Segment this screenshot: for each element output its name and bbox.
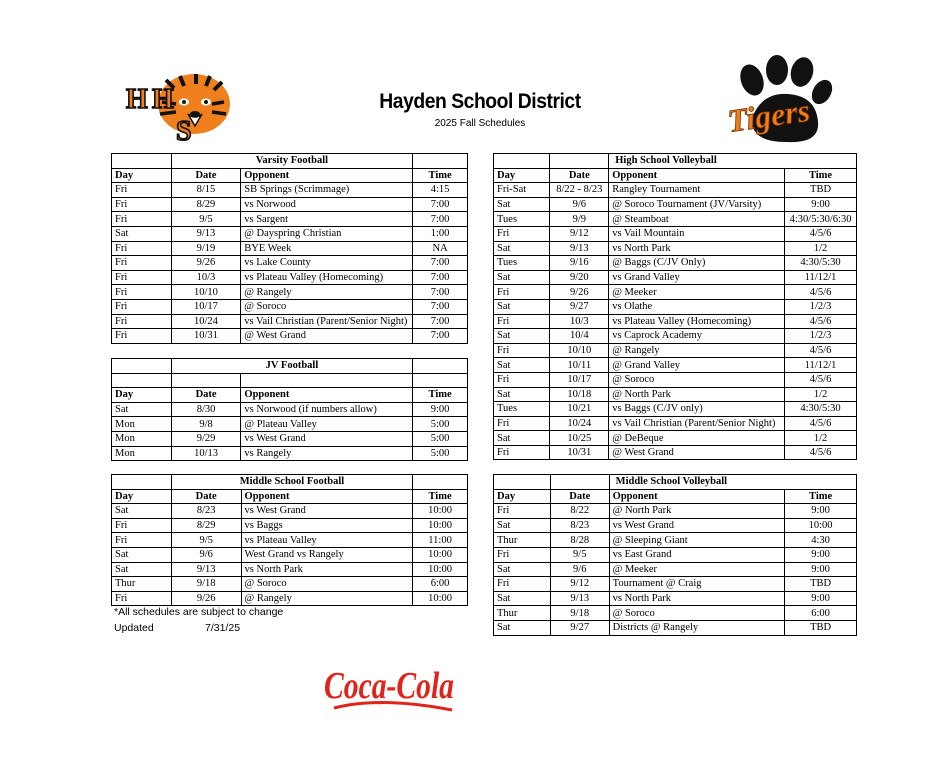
table-row [494, 314, 857, 329]
cell-day: Sat [112, 547, 172, 562]
disclaimer-note: *All schedules are subject to change [114, 606, 284, 618]
cell-day: Sat [112, 402, 172, 417]
col-opponent: Opponent [241, 388, 413, 403]
cell-time: 9:00 [785, 504, 857, 519]
cell-opponent: @ Plateau Valley [241, 417, 413, 432]
tigers-wordmark: Tigers [725, 91, 813, 139]
cell-date: 9/27 [550, 620, 609, 635]
cell-time: 9:00 [413, 402, 468, 417]
cell-time: 7:00 [413, 285, 468, 300]
table-row [494, 562, 857, 577]
table-row [112, 547, 468, 562]
cell-date: 8/30 [171, 402, 241, 417]
table-row [494, 504, 857, 519]
cell-opponent: vs Olathe [609, 299, 785, 314]
col-opponent: Opponent [609, 168, 785, 183]
cell-day: Sat [494, 299, 550, 314]
cell-day: Fri [494, 343, 550, 358]
cell-time: 4/5/6 [785, 226, 857, 241]
cell-day: Sat [494, 562, 551, 577]
table-row [494, 329, 857, 344]
table-row [494, 343, 857, 358]
cell-date: 9/12 [550, 577, 609, 592]
cell-day: Thur [494, 606, 551, 621]
cell-day: Mon [112, 446, 172, 461]
table-row [112, 241, 468, 256]
hhs-letter-s: S [176, 116, 192, 147]
cell-time: NA [413, 241, 468, 256]
cell-day: Sat [112, 562, 172, 577]
col-day: Day [112, 168, 172, 183]
cell-day: Fri [494, 416, 550, 431]
col-opponent: Opponent [241, 168, 413, 183]
cell-opponent: @ Meeker [609, 562, 785, 577]
cell-date: 10/31 [550, 445, 609, 460]
cell-day: Fri [112, 299, 172, 314]
cell-day: Fri [494, 577, 551, 592]
cell-opponent: vs Lake County [241, 256, 413, 271]
cell-time: 10:00 [413, 562, 468, 577]
cell-opponent: vs East Grand [609, 547, 785, 562]
cell-date: 9/29 [171, 431, 241, 446]
cell-time: 11/12/1 [785, 358, 857, 373]
cell-date: 9/5 [171, 212, 241, 227]
cell-date: 10/21 [550, 402, 609, 417]
cell-date: 9/5 [171, 533, 241, 548]
cell-date: 10/17 [550, 372, 609, 387]
header-row [494, 489, 857, 504]
cell-day: Tues [494, 256, 550, 271]
cell-time: 10:00 [413, 504, 468, 519]
cell-opponent: vs Caprock Academy [609, 329, 785, 344]
cell-day: Fri [494, 445, 550, 460]
cell-date: 8/22 [550, 504, 609, 519]
col-time: Time [785, 168, 857, 183]
cell-time: TBD [785, 577, 857, 592]
cell-day: Sat [494, 387, 550, 402]
cell-opponent: Tournament @ Craig [609, 577, 785, 592]
cell-time: 10:00 [413, 547, 468, 562]
cell-date: 8/28 [550, 533, 609, 548]
section-title: High School Volleyball [609, 154, 857, 169]
cell-date: 9/6 [171, 547, 241, 562]
cell-date: 9/18 [171, 577, 241, 592]
cell-date: 10/4 [550, 329, 609, 344]
cell-time: 4:30/5:30 [785, 256, 857, 271]
cell-date: 9/13 [550, 591, 609, 606]
cell-opponent: vs West Grand [609, 518, 785, 533]
cell-time: 10:00 [413, 518, 468, 533]
cell-date: 9/8 [171, 417, 241, 432]
col-date: Date [171, 388, 241, 403]
cell-opponent: @ West Grand [241, 329, 413, 344]
section-title: JV Football [171, 359, 412, 374]
cell-opponent: @ Meeker [609, 285, 785, 300]
ms-football-table [111, 474, 468, 606]
cell-opponent: @ North Park [609, 387, 785, 402]
table-row [112, 270, 468, 285]
cell-day: Fri [112, 314, 172, 329]
cell-time: 7:00 [413, 329, 468, 344]
cell-day: Fri [112, 212, 172, 227]
page-subtitle: 2025 Fall Schedules [434, 118, 526, 129]
section-title: Middle School Volleyball [609, 475, 856, 490]
cell-time: 1/2/3 [785, 329, 857, 344]
cell-time: 4/5/6 [785, 343, 857, 358]
cell-opponent: vs Vail Christian (Parent/Senior Night) [609, 416, 785, 431]
cell-day: Fri [112, 197, 172, 212]
cell-opponent: @ Sleeping Giant [609, 533, 785, 548]
cell-opponent: West Grand vs Rangely [241, 547, 413, 562]
cell-time: 4/5/6 [785, 314, 857, 329]
table-row [494, 226, 857, 241]
cell-opponent: vs Grand Valley [609, 270, 785, 285]
cell-time: 4:30 [785, 533, 857, 548]
col-time: Time [785, 489, 857, 504]
cell-time: 10:00 [413, 591, 468, 606]
col-date: Date [171, 168, 241, 183]
cell-day: Fri [112, 518, 172, 533]
cell-day: Fri-Sat [494, 183, 550, 198]
cell-date: 9/13 [550, 241, 609, 256]
cell-time: 7:00 [413, 299, 468, 314]
cell-day: Sat [494, 241, 550, 256]
cell-day: Fri [494, 285, 550, 300]
cell-opponent: vs Norwood (if numbers allow) [241, 402, 413, 417]
cell-opponent: @ Soroco Tournament (JV/Varsity) [609, 197, 785, 212]
cell-time: 9:00 [785, 591, 857, 606]
table-row [112, 329, 468, 344]
updated-date: 7/31/25 [205, 622, 241, 634]
cell-opponent: vs North Park [241, 562, 413, 577]
cell-time: 1/2/3 [785, 299, 857, 314]
cell-date: 9/26 [171, 591, 241, 606]
cell-date: 10/13 [171, 446, 241, 461]
cell-opponent: Rangley Tournament [609, 183, 785, 198]
cell-opponent: @ Grand Valley [609, 358, 785, 373]
cell-day: Tues [494, 402, 550, 417]
cell-time: 7:00 [413, 314, 468, 329]
cell-date: 10/3 [550, 314, 609, 329]
table-row [112, 212, 468, 227]
cell-time: 10:00 [785, 518, 857, 533]
cell-day: Fri [494, 226, 550, 241]
cell-opponent: @ Soroco [241, 577, 413, 592]
cell-time: 4/5/6 [785, 285, 857, 300]
cell-time: 1/2 [785, 387, 857, 402]
cell-date: 10/10 [550, 343, 609, 358]
cell-date: 10/10 [171, 285, 241, 300]
table-row [112, 591, 468, 606]
cell-opponent: @ Baggs (C/JV Only) [609, 256, 785, 271]
cell-date: 9/26 [550, 285, 609, 300]
cell-date: 9/13 [171, 562, 241, 577]
cell-time: TBD [785, 620, 857, 635]
cell-opponent: vs Baggs [241, 518, 413, 533]
hs-volleyball-table [493, 153, 857, 460]
table-row [494, 533, 857, 548]
cell-time: 5:00 [413, 417, 468, 432]
cell-time: 4:30/5:30/6:30 [785, 212, 857, 227]
coca-cola-logo [320, 654, 460, 720]
cell-day: Sat [494, 431, 550, 446]
table-row [494, 606, 857, 621]
corner-cell [112, 154, 172, 169]
cell-opponent: vs West Grand [241, 431, 413, 446]
table-row [494, 212, 857, 227]
table-row [112, 285, 468, 300]
cell-opponent: @ Rangely [241, 591, 413, 606]
table-row [494, 620, 857, 635]
cell-day: Fri [494, 372, 550, 387]
cell-date: 9/26 [171, 256, 241, 271]
col-date: Date [550, 489, 609, 504]
cell-date: 10/17 [171, 299, 241, 314]
col-day: Day [494, 168, 550, 183]
col-time: Time [413, 489, 468, 504]
col-opponent: Opponent [241, 489, 413, 504]
table-row [494, 299, 857, 314]
header-row [494, 168, 857, 183]
cell-time: 6:00 [785, 606, 857, 621]
cell-day: Fri [494, 504, 551, 519]
cell-date: 8/23 [171, 504, 241, 519]
cell-day: Mon [112, 431, 172, 446]
page-title: Hayden School District [379, 90, 581, 113]
cell-day: Sat [112, 226, 172, 241]
cell-opponent: @ Rangely [609, 343, 785, 358]
cell-time: 9:00 [785, 547, 857, 562]
cell-time: 5:00 [413, 431, 468, 446]
cell-day: Fri [112, 533, 172, 548]
cell-opponent: vs Sargent [241, 212, 413, 227]
cell-opponent: @ North Park [609, 504, 785, 519]
table-row [112, 299, 468, 314]
cell-opponent: vs North Park [609, 591, 785, 606]
col-time: Time [413, 388, 468, 403]
table-row [112, 314, 468, 329]
cell-time: 4:30/5:30 [785, 402, 857, 417]
cell-day: Sat [494, 518, 551, 533]
table-row [494, 402, 857, 417]
table-row [112, 518, 468, 533]
table-row [494, 591, 857, 606]
ms-volleyball-table [493, 474, 857, 636]
table-row [112, 577, 468, 592]
cell-opponent: Districts @ Rangely [609, 620, 785, 635]
hhs-tiger-logo [122, 68, 242, 147]
cell-day: Sat [494, 329, 550, 344]
cell-day: Tues [494, 212, 550, 227]
cell-opponent: @ Rangely [241, 285, 413, 300]
cell-time: 1/2 [785, 241, 857, 256]
table-row [112, 256, 468, 271]
cell-day: Thur [112, 577, 172, 592]
cell-time: 4:15 [413, 183, 468, 198]
hhs-letter-h1: H [126, 84, 148, 115]
table-row [494, 547, 857, 562]
cell-date: 10/25 [550, 431, 609, 446]
table-row [112, 197, 468, 212]
cell-day: Fri [112, 270, 172, 285]
cell-opponent: @ Soroco [241, 299, 413, 314]
col-date: Date [171, 489, 241, 504]
tigers-paw-logo [722, 58, 840, 150]
table-row [494, 285, 857, 300]
cell-day: Sat [494, 270, 550, 285]
cell-date: 8/22 - 8/23 [550, 183, 609, 198]
cell-day: Thur [494, 533, 551, 548]
cell-day: Sat [112, 504, 172, 519]
cell-day: Fri [112, 256, 172, 271]
cell-date: 10/31 [171, 329, 241, 344]
cell-time: 5:00 [413, 446, 468, 461]
cell-time: 9:00 [785, 562, 857, 577]
cell-day: Fri [112, 285, 172, 300]
header-row [112, 489, 468, 504]
cell-time: 9:00 [785, 197, 857, 212]
cell-day: Fri [112, 329, 172, 344]
coca-cola-wordmark: Coca-Cola [324, 665, 454, 707]
cell-day: Fri [494, 547, 551, 562]
cell-date: 10/18 [550, 387, 609, 402]
hhs-letter-h2: H [152, 84, 174, 115]
cell-opponent: vs Plateau Valley [241, 533, 413, 548]
cell-date: 10/24 [550, 416, 609, 431]
cell-time: 7:00 [413, 212, 468, 227]
table-row [494, 372, 857, 387]
cell-date: 9/13 [171, 226, 241, 241]
cell-date: 9/19 [171, 241, 241, 256]
cell-opponent: @ Soroco [609, 372, 785, 387]
header-row [112, 168, 468, 183]
cell-date: 8/23 [550, 518, 609, 533]
jv-football-table [111, 358, 468, 461]
cell-opponent: vs Vail Christian (Parent/Senior Night) [241, 314, 413, 329]
cell-opponent: BYE Week [241, 241, 413, 256]
cell-date: 8/29 [171, 197, 241, 212]
table-row [494, 270, 857, 285]
cell-opponent: vs Plateau Valley (Homecoming) [609, 314, 785, 329]
header-row [112, 388, 468, 403]
cell-date: 9/18 [550, 606, 609, 621]
cell-time: 11:00 [413, 533, 468, 548]
table-row [494, 197, 857, 212]
cell-opponent: vs Plateau Valley (Homecoming) [241, 270, 413, 285]
cell-opponent: vs North Park [609, 241, 785, 256]
cell-time: 7:00 [413, 270, 468, 285]
updated-label: Updated [114, 622, 154, 634]
col-date: Date [550, 168, 609, 183]
cell-time: TBD [785, 183, 857, 198]
table-row [112, 533, 468, 548]
cell-time: 7:00 [413, 197, 468, 212]
cell-date: 8/15 [171, 183, 241, 198]
cell-date: 10/3 [171, 270, 241, 285]
cell-day: Fri [112, 183, 172, 198]
cell-day: Sat [494, 358, 550, 373]
cell-date: 9/6 [550, 197, 609, 212]
cell-date: 9/5 [550, 547, 609, 562]
cell-opponent: vs Baggs (C/JV only) [609, 402, 785, 417]
table-row [112, 183, 468, 198]
cell-time: 6:00 [413, 577, 468, 592]
table-row [494, 183, 857, 198]
cell-date: 10/11 [550, 358, 609, 373]
table-row [112, 562, 468, 577]
cell-date: 10/24 [171, 314, 241, 329]
cell-date: 9/20 [550, 270, 609, 285]
table-row [494, 577, 857, 592]
cell-opponent: vs Vail Mountain [609, 226, 785, 241]
cell-date: 9/6 [550, 562, 609, 577]
cell-opponent: @ DeBeque [609, 431, 785, 446]
cell-date: 9/16 [550, 256, 609, 271]
cell-time: 7:00 [413, 256, 468, 271]
cell-day: Sat [494, 591, 551, 606]
table-row [494, 241, 857, 256]
cell-time: 4/5/6 [785, 372, 857, 387]
cell-opponent: vs West Grand [241, 504, 413, 519]
cell-opponent: vs Norwood [241, 197, 413, 212]
cell-date: 8/29 [171, 518, 241, 533]
cell-opponent: vs Rangely [241, 446, 413, 461]
table-row [112, 431, 468, 446]
cell-date: 9/12 [550, 226, 609, 241]
col-time: Time [413, 168, 468, 183]
table-row [494, 431, 857, 446]
varsity-football-table [111, 153, 468, 344]
col-day: Day [112, 388, 172, 403]
cell-opponent: @ Dayspring Christian [241, 226, 413, 241]
table-row [494, 518, 857, 533]
table-row [112, 504, 468, 519]
cell-time: 4/5/6 [785, 416, 857, 431]
col-day: Day [112, 489, 172, 504]
col-opponent: Opponent [609, 489, 785, 504]
table-row [494, 358, 857, 373]
cell-day: Mon [112, 417, 172, 432]
table-row [112, 417, 468, 432]
cell-day: Sat [494, 197, 550, 212]
table-row [494, 256, 857, 271]
cell-day: Fri [494, 314, 550, 329]
section-title: Varsity Football [171, 154, 413, 169]
table-row [494, 445, 857, 460]
cell-time: 1/2 [785, 431, 857, 446]
table-row [112, 226, 468, 241]
cell-opponent: @ Steamboat [609, 212, 785, 227]
cell-opponent: @ Soroco [609, 606, 785, 621]
cell-day: Sat [494, 620, 551, 635]
cell-date: 9/27 [550, 299, 609, 314]
table-row [494, 416, 857, 431]
table-row [494, 387, 857, 402]
cell-opponent: @ West Grand [609, 445, 785, 460]
cell-day: Fri [112, 591, 172, 606]
cell-day: Fri [112, 241, 172, 256]
col-day: Day [494, 489, 551, 504]
cell-opponent: SB Springs (Scrimmage) [241, 183, 413, 198]
cell-date: 9/9 [550, 212, 609, 227]
table-row [112, 446, 468, 461]
cell-time: 11/12/1 [785, 270, 857, 285]
table-row [112, 402, 468, 417]
cell-time: 1:00 [413, 226, 468, 241]
cell-time: 4/5/6 [785, 445, 857, 460]
section-title: Middle School Football [171, 475, 412, 490]
